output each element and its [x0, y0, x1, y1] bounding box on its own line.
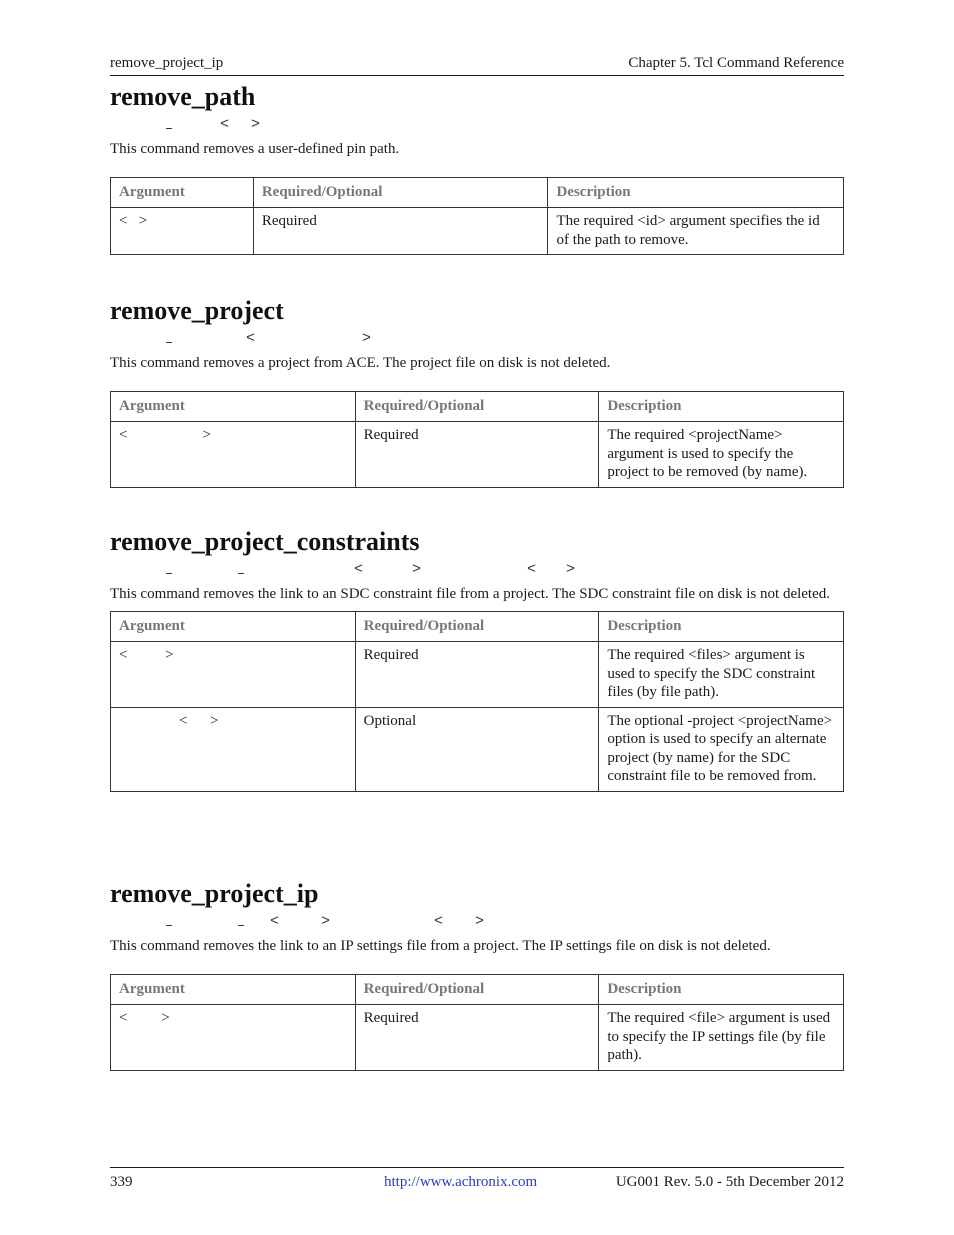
description-cell: The required <projectName> argument is used to specify the project to be removed (by name). — [599, 422, 844, 488]
description-cell: The optional -project <projectName> option is used to specify an alternate project (by name) for the SDC constraint file to be removed from. — [599, 707, 844, 791]
argument-cell: < > — [111, 707, 356, 791]
syntax-glyph: < — [246, 330, 256, 347]
section-remove-project-ip — [110, 879, 844, 1071]
table-row — [111, 208, 844, 255]
syntax-glyph: > — [412, 561, 422, 578]
required-cell: Optional — [355, 707, 599, 791]
section-remove-project — [110, 296, 844, 488]
syntax-underscore — [238, 561, 244, 574]
syntax-glyph: > — [251, 116, 261, 133]
syntax-glyph: < — [527, 561, 537, 578]
document-page — [110, 0, 844, 1235]
column-header: Required/Optional — [355, 975, 599, 1005]
required-cell: Required — [253, 208, 548, 255]
column-header: Description — [599, 975, 844, 1005]
column-header: Argument — [111, 392, 356, 422]
syntax-underscore — [166, 330, 172, 343]
argument-table — [110, 611, 844, 792]
required-cell: Required — [355, 422, 599, 488]
section-description: This command removes a user-defined pin path. — [110, 141, 400, 157]
section-remove-project-constraints — [110, 527, 844, 792]
argument-cell: < > — [111, 208, 254, 255]
column-header: Argument — [111, 612, 356, 642]
required-cell: Required — [355, 642, 599, 708]
section-title: remove_path — [110, 82, 256, 111]
header-right: Chapter 5. Tcl Command Reference — [628, 55, 844, 71]
syntax-glyph: > — [362, 330, 372, 347]
syntax-underscore — [166, 913, 172, 926]
section-description: This command removes the link to an IP settings file from a project. The IP settings file on disk is not deleted. — [110, 938, 771, 954]
page-footer — [110, 1167, 844, 1190]
section-title: remove_project_ip — [110, 879, 319, 908]
page-number: 339 — [110, 1174, 133, 1190]
syntax-glyph: < — [270, 913, 280, 930]
column-header: Description — [599, 612, 844, 642]
section-remove-path — [110, 82, 844, 255]
table-row — [111, 707, 844, 791]
command-syntax — [110, 116, 844, 136]
column-header: Required/Optional — [355, 392, 599, 422]
syntax-glyph: > — [566, 561, 576, 578]
section-description: This command removes a project from ACE. The project file on disk is not deleted. — [110, 355, 611, 371]
syntax-underscore — [166, 561, 172, 574]
command-syntax — [110, 561, 844, 581]
syntax-glyph: < — [220, 116, 230, 133]
section-description: This command removes the link to an SDC constraint file from a project. The SDC constraint file on disk is not deleted. — [110, 586, 830, 602]
document-revision: UG001 Rev. 5.0 - 5th December 2012 — [615, 1174, 844, 1190]
column-header: Required/Optional — [253, 178, 548, 208]
syntax-glyph: > — [475, 913, 485, 930]
column-header: Required/Optional — [355, 612, 599, 642]
syntax-underscore — [166, 116, 172, 129]
column-header: Description — [548, 178, 844, 208]
column-header: Argument — [111, 178, 254, 208]
header-left: remove_project_ip — [110, 55, 224, 71]
section-title: remove_project_constraints — [110, 527, 420, 556]
syntax-glyph: > — [321, 913, 331, 930]
command-syntax — [110, 913, 844, 933]
table-row — [111, 1005, 844, 1071]
table-row — [111, 422, 844, 488]
required-cell: Required — [355, 1005, 599, 1071]
argument-cell: < > — [111, 642, 356, 708]
description-cell: The required <files> argument is used to specify the SDC constraint files (by file path). — [599, 642, 844, 708]
running-header — [110, 55, 844, 76]
column-header: Description — [599, 392, 844, 422]
table-row — [111, 642, 844, 708]
column-header: Argument — [111, 975, 356, 1005]
argument-table — [110, 391, 844, 488]
argument-table — [110, 177, 844, 255]
argument-cell: < > — [111, 422, 356, 488]
syntax-underscore — [238, 913, 244, 926]
syntax-glyph: < — [434, 913, 444, 930]
section-title: remove_project — [110, 296, 284, 325]
command-syntax — [110, 330, 844, 350]
description-cell: The required <id> argument specifies the id of the path to remove. — [548, 208, 844, 255]
argument-cell: < > — [111, 1005, 356, 1071]
argument-table — [110, 974, 844, 1071]
syntax-glyph: < — [354, 561, 364, 578]
website-link[interactable]: http://www.achronix.com — [384, 1174, 538, 1190]
description-cell: The required <file> argument is used to specify the IP settings file (by file path). — [599, 1005, 844, 1071]
